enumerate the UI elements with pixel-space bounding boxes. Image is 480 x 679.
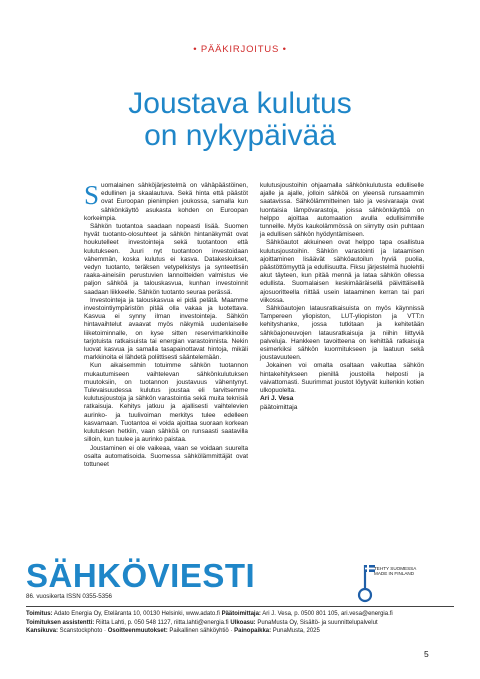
paragraph: Jokainen voi omalta osaltaan vaikuttaa sähkön hintakehitykseen pienillä joustoilla helposti ja vaivattomasti. Suurimmat joustot löytyvät kuitenkin kotien ulkopuolelta. xyxy=(260,362,424,395)
kicker-bullet-left: • xyxy=(193,44,198,55)
imprint-label: Toimitus: xyxy=(26,611,53,617)
author-name: Ari J. Vesa xyxy=(260,395,294,403)
paragraph: Sähkön tuotantoa saadaan nopeasti lisää. Suomen hyvät tuotanto-olosuhteet ja sähkön hintanäkymät ovat houkutelleet investointeja sekä tuotantoon että kulutukseen. Juuri nyt tuotantoon investoidaan vähemmän, koska kulutus ei kasva. Datakeskukset, vedyn tuotanto, teräksen vetypelkistys ja synteettisiin raaka-aineisiin perustuvien lannoitteiden valmistus vie paljon sähköä ja talouskasvua, kunhan investoinnit saadaan liikkeelle. Sähkön tuotanto seuraa perässä. xyxy=(84,223,248,296)
kicker-bullet-right: • xyxy=(282,44,287,55)
imprint-label: Ulkoasu: xyxy=(230,619,256,626)
imprint-value: Adato Energia Oy, Eteläranta 10, 00130 Helsinki, www.adato.fi xyxy=(52,611,222,617)
kicker-label: PÄÄKIRJOITUS xyxy=(200,44,280,55)
paragraph: Sähköautot akkuineen ovat helppo tapa osallistua kulutusjoustoihin. Sähkön varastointi ja lataamisen ajoittaminen lisäävät sähköautoilun hyviä puolia, päästöttömyyttä ja edullisuutta. Fiksu järjestelmä huolehtii akut täyteen, kun pitää mennä ja lataa sähkön ollessa edullista. Suomalaisen keskimääräisellä päivittäisellä ajosuoritteella riittää usein lataaminen kerran tai pari viikossa. xyxy=(260,239,424,304)
badge-line-1: TEHTY SUOMESSA xyxy=(374,566,417,571)
imprint-line-1 xyxy=(26,610,466,619)
article-title xyxy=(0,88,480,152)
imprint-line-2 xyxy=(26,619,466,628)
author-role: päätoimittaja xyxy=(260,403,298,411)
title-line-1: Joustava kulutus xyxy=(128,87,352,120)
made-in-finland-label xyxy=(374,566,424,577)
imprint-line-3 xyxy=(26,627,466,636)
paragraph: Joustaminen ei ole vaikeaa, vaan se voidaan suurelta osalta automatisoida. Suomessa sähkölämmittäjät ovat tottuneet xyxy=(84,444,248,468)
title-line-2: on nykypäivää xyxy=(144,119,336,152)
imprint-value: Riitta Lahti, p. 050 548 1127, riitta.lahti@energia.fi xyxy=(94,619,231,626)
paragraph: kulutusjoustoihin ohjaamalla sähkönkulutusta edulliselle ajalle ja ajalle, jolloin sähköä on yleensä runsaammin saatavissa. Sähkölämmitteinen talo ja vesivaraaja ovat luontaisia lämpövarastoja, joissa sähkönkäyttöä on helppo ajoittaa automaation avulla edullisimmille tunneille. Myös kaukolämmössä on siirrytty osin puhtaan ja edullisen sähkön hyödyntämiseen. xyxy=(260,182,424,239)
magazine-logo: SÄHKÖVIESTI xyxy=(26,557,256,594)
paragraph: Sähköautojen latausratkaisuista on myös käynnissä Tampereen yliopiston, LUT-yliopiston ja VTT:n kehityshanke, jossa tutkitaan ja kehitetään sähköajoneuvojen latausratkaisuja ja niihin liittyviä palveluja. Hankkeen tavoitteena on kehittää ratkaisuja esimerkiksi sähkön kuormitukseen ja laatuun sekä joustavuuteen. xyxy=(260,305,424,362)
page-number: 5 xyxy=(424,649,429,659)
imprint-label: Kansikuva: xyxy=(26,628,59,635)
volume-issn: 86. vuosikerta ISSN 0355-5356 xyxy=(26,593,112,600)
imprint-label: Toimituksen assistentti: xyxy=(26,619,95,626)
section-kicker xyxy=(0,44,480,55)
drop-cap: S xyxy=(84,180,100,210)
imprint-value: Scanstockphoto · xyxy=(58,628,108,635)
imprint-value: PunaMusta, 2025 xyxy=(271,628,320,635)
imprint-label: Osoitteenmuutokset: xyxy=(107,628,168,635)
imprint-value: Paikallinen sähköyhtiö · xyxy=(167,628,235,635)
paragraph-text: uomalainen sähköjärjestelmä on vähäpäästöinen, edullinen ja skaalautuva. Sekä hinta että päästöt ovat Euroopan pienimpien joukossa, samalla kun sähkönkäyttö asukasta kohden on Euroopan korkeimpia. xyxy=(84,182,248,222)
paragraph: Investointeja ja talouskasvua ei pidä pelätä. Maamme investointiympäristön pitää olla vakaa ja luotettava. Kasvua ei synny ilman investointeja. Sähkön hintavaihtelut avaavat myös näkymiä uudenlaiselle liiketoiminnalle, on kyse sitten reservimarkkinoille tarjotuista ratkaisuista tai energian varastoinnista. Nekin luovat kasvua ja samalla tasapainottavat hintoja, mikäli markkinoita ei lähdetä poliittisesti sääntelemään. xyxy=(84,296,248,362)
imprint-label: Painopaikka: xyxy=(234,628,272,635)
badge-line-2: MADE IN FINLAND xyxy=(374,571,415,577)
paragraph: Kun aikaisemmin totuimme sähkön tuotannon mukautumiseen vaihtelevan sähkönkulutuksen muutoksiin, on tuotannon joustavuus vähentynyt. Tulevaisuudessa kulutus joustaa eli tarvitsemme kulutusjoustoja ja sähkön varastointia sekä muita teknisiä ratkaisuja. Kehitys jatkuu ja ajallisesti vaihtelevien aurinko- ja tuulivoiman merkitys tulee edelleen kasvamaan. Tuotantoa ei voida ajoittaa suoraan korkean kulutuksen hetkiin, vaan sähköä on runsaasti saatavilla silloin, kun tuulee ja aurinko paistaa. xyxy=(84,362,248,444)
imprint xyxy=(26,610,466,636)
imprint-label: Päätoimittaja: xyxy=(221,611,261,617)
paragraph xyxy=(84,182,248,223)
imprint-value: PunaMusta Oy, Sisältö- ja suunnittelupalvelut xyxy=(255,619,378,626)
imprint-value: Ari J. Vesa, p. 0500 801 105, ari.vesa@energia.fi xyxy=(260,611,393,617)
right-column xyxy=(260,182,424,469)
article-body xyxy=(84,182,424,469)
left-column xyxy=(84,182,248,469)
masthead-divider xyxy=(26,606,454,607)
